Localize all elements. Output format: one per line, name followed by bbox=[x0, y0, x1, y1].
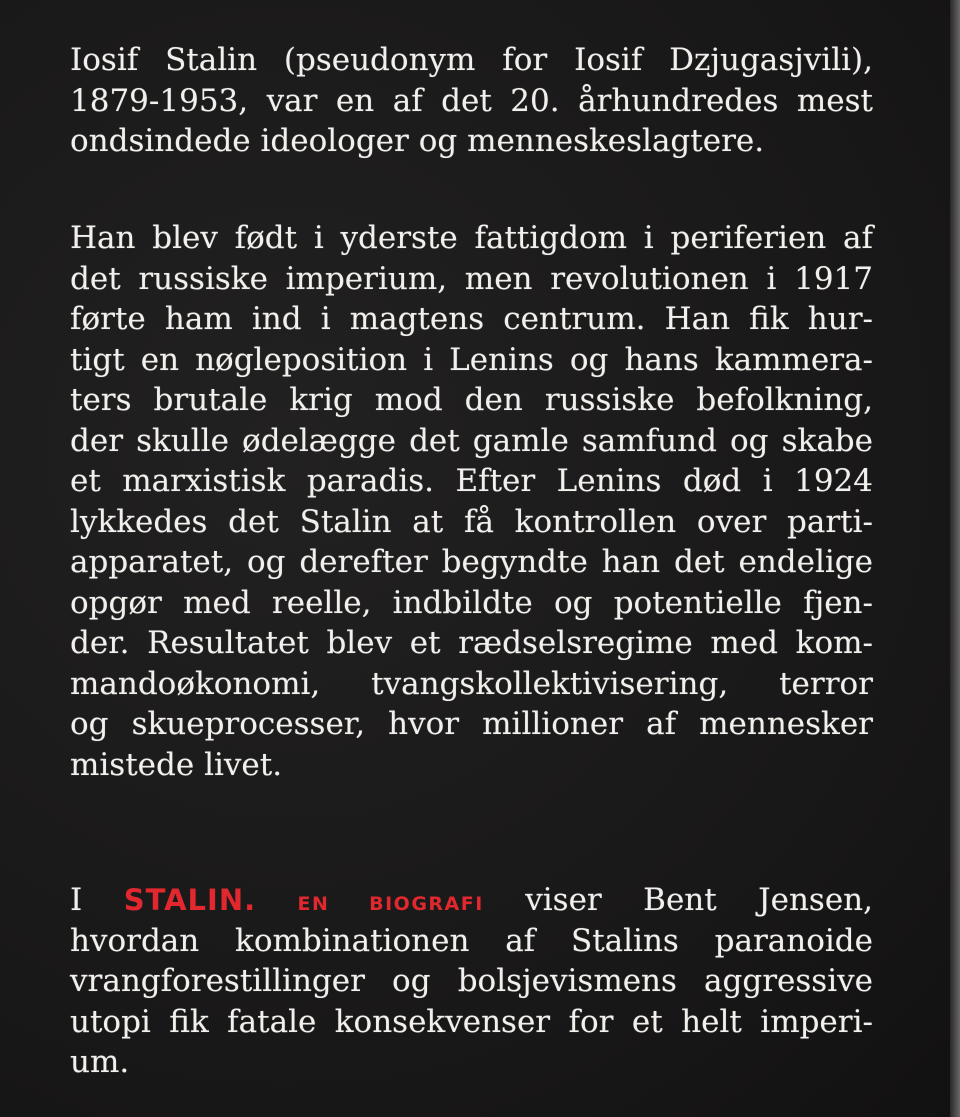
text-prefix: I bbox=[70, 882, 83, 918]
text-line: og skueprocesser, hvor millioner af mennesker bbox=[70, 706, 873, 742]
text-line: mandoøkonomi, tvangskollektivisering, terror bbox=[70, 665, 873, 702]
text-continuation: viser Bent Jensen, bbox=[525, 882, 873, 918]
text-line: 1879-1953, var en af det 20. århundredes mest bbox=[70, 82, 873, 119]
text-line: vrangforestillinger og bolsjevismens aggressive bbox=[70, 963, 873, 999]
book-title-subtitle: EN BIOGRAFI bbox=[297, 893, 484, 915]
text-line: det russiske imperium, men revolutionen i 1917 bbox=[70, 260, 873, 297]
blurb-paragraph-book bbox=[70, 880, 873, 1083]
text-line: utopi fik fatale konsekvenser for et helt imperi- bbox=[70, 1003, 873, 1040]
blurb-paragraph-intro bbox=[70, 40, 873, 162]
text-line: ondsindede ideologer og menneskeslagtere. bbox=[70, 123, 765, 159]
book-title-main: STALIN. bbox=[123, 883, 257, 917]
text-line: opgør med reelle, indbildte og potentielle fjen- bbox=[70, 584, 873, 621]
text-line: Han blev født i yderste fattigdom i periferien af bbox=[70, 220, 873, 256]
text-line-with-title bbox=[70, 880, 873, 921]
text-line: lykkedes det Stalin at få kontrollen over parti- bbox=[70, 503, 873, 540]
text-line: hvordan kombinationen af Stalins paranoide bbox=[70, 922, 873, 959]
text-line: der skulle ødelægge det gamle samfund og skabe bbox=[70, 422, 873, 459]
text-line: tigt en nøgleposition i Lenins og hans kammera- bbox=[70, 341, 873, 378]
cover-edge bbox=[950, 0, 960, 1117]
text-line: um. bbox=[70, 1044, 130, 1080]
text-line: førte ham ind i magtens centrum. Han fik hur- bbox=[70, 301, 873, 337]
text-line: mistede livet. bbox=[70, 746, 283, 783]
text-line: et marxistisk paradis. Efter Lenins død i 1924 bbox=[70, 463, 873, 499]
text-line: der. Resultatet blev et rædselsregime med kom- bbox=[70, 625, 873, 661]
blurb-paragraph-biography bbox=[70, 218, 873, 785]
text-line: apparatet, og derefter begyndte han det endelige bbox=[70, 544, 873, 580]
text-line: ters brutale krig mod den russiske befolkning, bbox=[70, 382, 873, 418]
text-line: Iosif Stalin (pseudonym for Iosif Dzjugasjvili), bbox=[70, 42, 873, 78]
